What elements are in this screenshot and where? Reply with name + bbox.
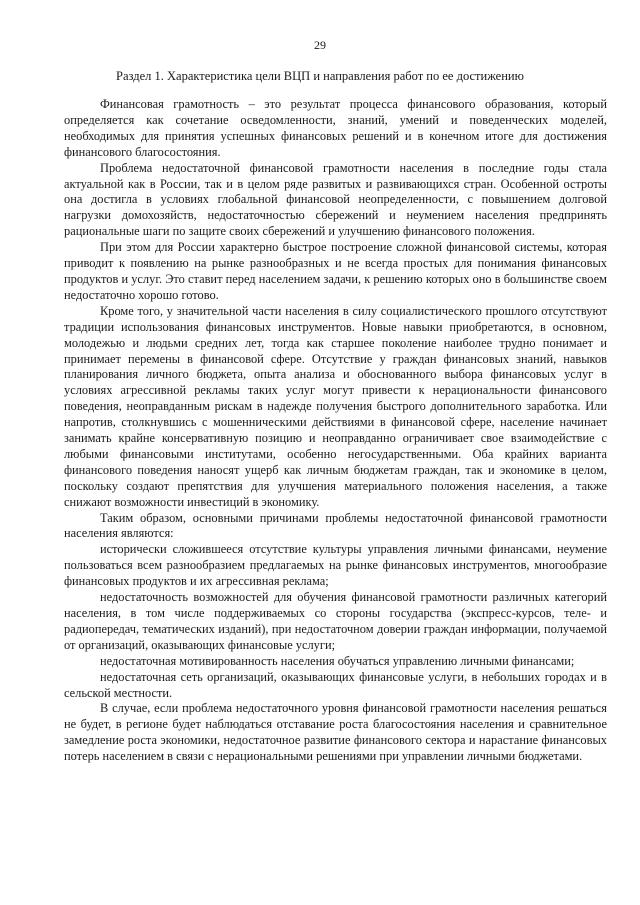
paragraph-problem: Проблема недостаточной финансовой грамотности населения в последние годы стала актуальной как в России, так и в целом ряде развитых и развивающихся стран. Особенной остроты она достигла в условиях глобальной финансовой неопределенности, с повышением долговой нагрузки домохозяйств, недостаточностью сбережений и неумением населения предпринять рациональные шаги по защите своих сбережений и улучшению финансового положения.: [64, 160, 607, 239]
paragraph-definition: Финансовая грамотность – это результат процесса финансового образования, который определяется как сочетание осведомленности, знаний, умений и поведенческих моделей, необходимых для принятия успешных финансовых решений и в конечном итоге для достижения финансового благосостояния.: [64, 97, 607, 159]
paragraph-cause-culture: исторически сложившееся отсутствие культуры управления личными финансами, неумение пользоваться всем разнообразием предлагаемых на рынке финансовых инструментов, многообразие финансовых продуктов и их агрессивная реклама;: [64, 542, 607, 589]
paragraph-causes-intro: Таким образом, основными причинами проблемы недостаточной финансовой грамотности населения являются:: [64, 510, 607, 541]
section-title: Раздел 1. Характеристика цели ВЦП и направления работ по ее достижению: [116, 69, 524, 83]
paragraph-cause-network: недостаточная сеть организаций, оказывающих финансовые услуги, в небольших городах и в сельской местности.: [64, 669, 607, 700]
paragraph-cause-motivation: недостаточная мотивированность населения обучаться управлению личными финансами;: [100, 653, 575, 668]
body-text: [64, 97, 607, 765]
paragraph-russia: При этом для России характерно быстрое построение сложной финансовой системы, которая приводит к появлению на рынке разнообразных и не всегда простых для понимания финансовых продуктов и услуг. Это ставит перед населением задачи, к решению которых оно в большинстве своем недостаточно хорошо готово.: [64, 240, 607, 302]
paragraph-cause-education: недостаточность возможностей для обучения финансовой грамотности различных категорий населения, в том числе поддерживаемых со стороны государства (экспресс-курсов, теле- и радиопередач, тематических изданий), при недостаточном доверии граждан информации, получаемой от организаций, оказывающих финансовые услуги;: [64, 590, 607, 652]
paragraph-consequences: В случае, если проблема недостаточного уровня финансовой грамотности населения решаться не будет, в регионе будет наблюдаться отставание роста благосостояния населения и сравнительное замедление роста экономики, недостаточное развитие финансового сектора и нарастание финансовых потерь населением в связи с нерациональными решениями при управлении личными бюджетами.: [64, 701, 607, 764]
page-number: 29: [314, 38, 326, 52]
paragraph-traditions: Кроме того, у значительной части населения в силу социалистического прошлого отсутствуют традиции использования финансовых инструментов. Новые навыки приобретаются, в основном, молодежью и людьми средних лет, тогда как старшее поколение наиболее трудно понимает и принимает перемены в финансовой сфере. Отсутствие у граждан финансовых знаний, навыков планирования личного бюджета, опыта анализа и обоснованного выбора финансовых услуг в условиях агрессивной рекламы таких услуг могут привести к нерациональности финансового поведения, неоправданным рискам в надежде получения быстрого дополнительного заработка. Или напротив, столкнувшись с мошенническими действиями в финансовой сфере, население начинает занимать крайне консервативную позицию и неоправданно ограничивает свое взаимодействие с любыми финансовыми институтами, особенно негосударственными. Оба крайних варианта финансового поведения наносят ущерб как личным бюджетам граждан, так и экономике в целом, поскольку создают препятствия для улучшения материального положения населения, а также снижают возможности инвестиций в экономику.: [64, 303, 607, 509]
